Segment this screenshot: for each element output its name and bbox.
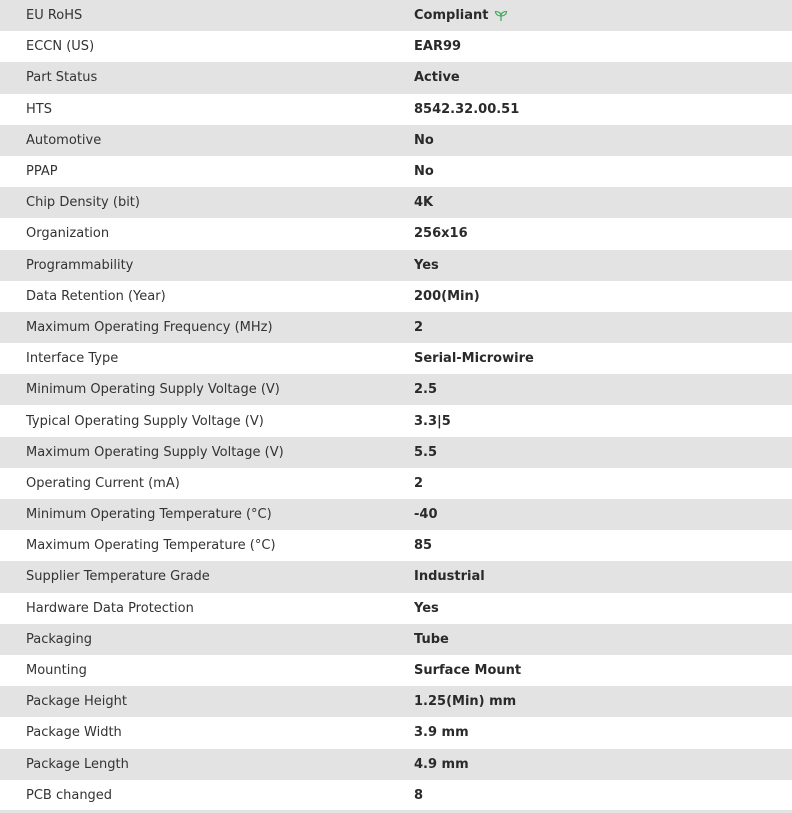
spec-row — [0, 0, 792, 31]
spec-value: 8542.32.00.51 — [414, 101, 520, 117]
spec-row — [0, 281, 792, 312]
spec-label: Package Width — [26, 725, 122, 741]
spec-value: 256x16 — [414, 226, 468, 242]
spec-label: Mounting — [26, 663, 87, 679]
spec-row — [0, 686, 792, 717]
spec-row — [0, 624, 792, 655]
spec-row — [0, 343, 792, 374]
spec-row — [0, 125, 792, 156]
spec-value: -40 — [414, 507, 438, 523]
spec-value: 85 — [414, 538, 433, 554]
spec-value: 4K — [414, 195, 434, 211]
spec-value: No — [414, 164, 434, 180]
leaf-icon — [494, 10, 508, 22]
spec-row — [0, 312, 792, 343]
spec-value: Active — [414, 70, 460, 86]
spec-value: 2.5 — [414, 382, 438, 398]
spec-label: ECCN (US) — [26, 39, 95, 55]
spec-value: Serial-Microwire — [414, 351, 534, 367]
spec-row — [0, 405, 792, 436]
spec-label: Maximum Operating Frequency (MHz) — [26, 319, 273, 335]
spec-label: Minimum Operating Supply Voltage (V) — [26, 382, 280, 398]
spec-label: Programmability — [26, 257, 134, 273]
spec-label: Supplier Temperature Grade — [26, 569, 210, 585]
spec-value: 5.5 — [414, 444, 438, 460]
spec-label: Part Status — [26, 70, 98, 86]
spec-label: Typical Operating Supply Voltage (V) — [26, 413, 264, 429]
spec-row — [0, 187, 792, 218]
spec-value: 8 — [414, 787, 424, 803]
spec-value: No — [414, 132, 434, 148]
spec-label: Maximum Operating Supply Voltage (V) — [26, 444, 284, 460]
spec-label: EU RoHS — [26, 8, 83, 24]
spec-label: PPAP — [26, 164, 58, 180]
spec-value-cell — [414, 0, 792, 31]
spec-label: Package Height — [26, 694, 127, 710]
spec-value: Yes — [414, 257, 439, 273]
spec-row — [0, 94, 792, 125]
spec-label: Organization — [26, 226, 110, 242]
spec-row — [0, 530, 792, 561]
spec-row — [0, 655, 792, 686]
spec-label: Chip Density (bit) — [26, 195, 140, 211]
spec-value: 200(Min) — [414, 288, 480, 304]
spec-value: 3.9 mm — [414, 725, 469, 741]
spec-value: 2 — [414, 319, 424, 335]
spec-row — [0, 780, 792, 811]
spec-row — [0, 593, 792, 624]
spec-label: Operating Current (mA) — [26, 475, 180, 491]
spec-value: 3.3|5 — [414, 413, 451, 429]
spec-row — [0, 156, 792, 187]
spec-row — [0, 374, 792, 405]
spec-label: HTS — [26, 101, 52, 117]
spec-value: 1.25(Min) mm — [414, 694, 517, 710]
spec-label: Packaging — [26, 631, 92, 647]
spec-value: Tube — [414, 631, 449, 647]
spec-row — [0, 499, 792, 530]
spec-row — [0, 717, 792, 748]
spec-label: Hardware Data Protection — [26, 600, 194, 616]
spec-row — [0, 250, 792, 281]
spec-label: Minimum Operating Temperature (°C) — [26, 507, 272, 523]
spec-value: Yes — [414, 600, 439, 616]
spec-value: 2 — [414, 475, 424, 491]
spec-value: Industrial — [414, 569, 485, 585]
spec-label: Data Retention (Year) — [26, 288, 166, 304]
spec-row — [0, 31, 792, 62]
spec-row — [0, 561, 792, 592]
spec-row — [0, 437, 792, 468]
spec-value: Compliant — [414, 8, 489, 24]
spec-value: EAR99 — [414, 39, 462, 55]
spec-value: 4.9 mm — [414, 756, 469, 772]
spec-label: Maximum Operating Temperature (°C) — [26, 538, 276, 554]
spec-label: PCB changed — [26, 787, 113, 803]
spec-row — [0, 468, 792, 499]
spec-row — [0, 218, 792, 249]
spec-label: Interface Type — [26, 351, 119, 367]
spec-row — [0, 62, 792, 93]
spec-label: Package Length — [26, 756, 129, 772]
spec-value: Surface Mount — [414, 663, 522, 679]
spec-row — [0, 749, 792, 780]
spec-label: Automotive — [26, 132, 102, 148]
